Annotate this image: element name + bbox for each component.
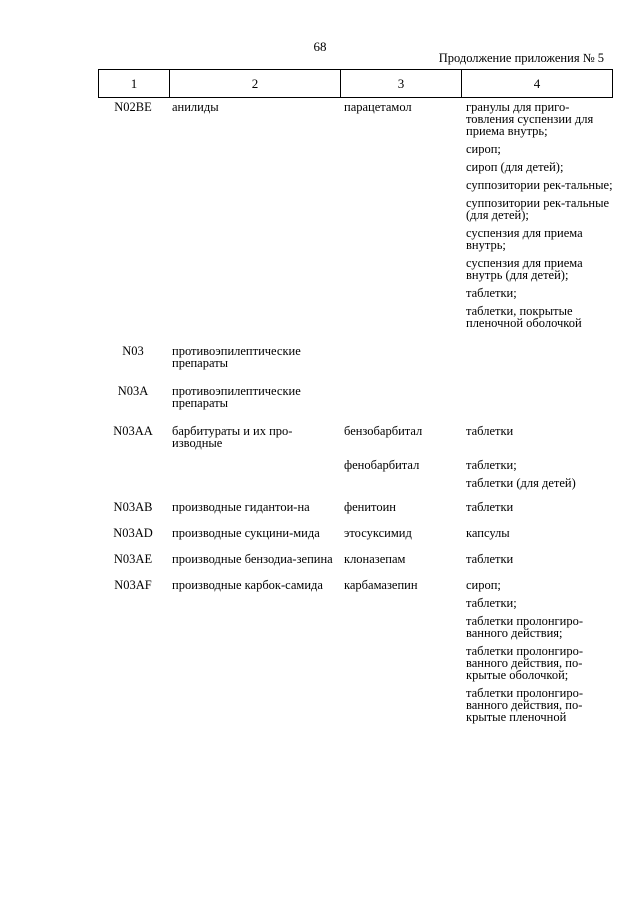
dosage-forms [462, 101, 614, 329]
dosage-forms [462, 345, 614, 369]
drug-name [340, 501, 462, 513]
atc-group-name [168, 345, 340, 369]
drug-name [340, 553, 462, 565]
dosage-form-item: капсулы [466, 526, 510, 540]
table-row [98, 425, 614, 449]
group-label: противоэпилептические препараты [172, 384, 301, 410]
atc-code: N03AD [113, 526, 153, 540]
atc-group-name [168, 425, 340, 449]
atc-group-name [168, 459, 340, 489]
dosage-form-item: таблетки [466, 424, 514, 438]
table-row [98, 459, 614, 489]
dosage-form-item: таблетки; [466, 286, 517, 300]
drug-name [340, 345, 462, 369]
dosage-form-item: суспензия для приема внутрь; [466, 226, 583, 252]
drug-name [340, 527, 462, 539]
table-row [98, 527, 614, 539]
dosage-form-item: таблетки [466, 552, 514, 566]
table-row [98, 385, 614, 409]
table-row [98, 501, 614, 513]
group-label: производные сукцини-мида [172, 526, 320, 540]
dosage-forms [462, 501, 614, 513]
dosage-form-item: таблетки (для детей) [466, 476, 576, 490]
atc-group-name [168, 385, 340, 409]
dosage-forms [462, 425, 614, 449]
table-row [98, 553, 614, 565]
dosage-form-item: таблетки; [466, 458, 517, 472]
drug-name [340, 101, 462, 329]
dosage-form-item: таблетки, покрытые пленочной оболочкой [466, 304, 582, 330]
atc-code: N03 [122, 344, 144, 358]
drug-name [340, 579, 462, 723]
table-row [98, 579, 614, 723]
group-label: противоэпилептические препараты [172, 344, 301, 370]
atc-code: N03AA [113, 424, 153, 438]
dosage-form-item: суспензия для приема внутрь (для детей); [466, 256, 583, 282]
dosage-form-item: таблетки [466, 500, 514, 514]
drug-name [340, 459, 462, 489]
drug-table [98, 101, 614, 723]
atc-code: N02BE [114, 100, 152, 114]
drug-table-body [98, 101, 614, 723]
drug-label: бензобарбитал [344, 424, 423, 438]
dosage-form-item: таблетки пролонгиро-ванного действия, по-крытые пленочной [466, 686, 584, 724]
drug-label: парацетамол [344, 100, 412, 114]
table-row [98, 345, 614, 369]
dosage-form-item: таблетки пролонгиро-ванного действия, по-крытые оболочкой; [466, 644, 584, 682]
dosage-forms [462, 579, 614, 723]
atc-group-name [168, 527, 340, 539]
atc-group-name [168, 501, 340, 513]
table-row [98, 101, 614, 329]
drug-name [340, 385, 462, 409]
page-number: 68 [313, 39, 327, 54]
drug-label: этосуксимид [344, 526, 412, 540]
dosage-form-item: таблетки; [466, 596, 517, 610]
dosage-form-item: сироп; [466, 142, 501, 156]
appendix-continuation-note: Продолжение приложения № 5 [438, 51, 604, 65]
dosage-form-item: гранулы для приго-товления суспензии для приема внутрь; [466, 100, 594, 138]
drug-name [340, 425, 462, 449]
dosage-forms [462, 553, 614, 565]
atc-group-name [168, 579, 340, 723]
drug-label: фенитоин [344, 500, 396, 514]
dosage-forms [462, 385, 614, 409]
table-header [98, 69, 613, 98]
atc-group-name [168, 101, 340, 329]
group-label: барбитураты и их про-изводные [172, 424, 293, 450]
atc-code: N03AE [113, 552, 153, 566]
dosage-forms [462, 459, 614, 489]
dosage-form-item: таблетки пролонгиро-ванного действия; [466, 614, 584, 640]
drug-label: фенобарбитал [344, 458, 420, 472]
atc-code: N03AF [114, 578, 152, 592]
dosage-form-item: сироп; [466, 578, 501, 592]
group-label: производные гидантои-на [172, 500, 310, 514]
dosage-form-item: суппозитории рек-тальные (для детей); [466, 196, 610, 222]
header-col-3: 3 [341, 70, 462, 98]
atc-group-name [168, 553, 340, 565]
group-label: анилиды [172, 100, 219, 114]
dosage-form-item: сироп (для детей); [466, 160, 564, 174]
header-col-2: 2 [170, 70, 341, 98]
atc-code: N03A [117, 384, 149, 398]
group-label: производные карбок-самида [172, 578, 323, 592]
drug-label: карбамазепин [344, 578, 418, 592]
atc-code: N03AB [113, 500, 153, 514]
dosage-form-item: суппозитории рек-тальные; [466, 178, 613, 192]
group-label: производные бензодиа-зепина [172, 552, 333, 566]
atc-code [98, 459, 168, 489]
drug-label: клоназепам [344, 552, 406, 566]
header-col-4: 4 [462, 70, 613, 98]
dosage-forms [462, 527, 614, 539]
header-col-1: 1 [99, 70, 170, 98]
